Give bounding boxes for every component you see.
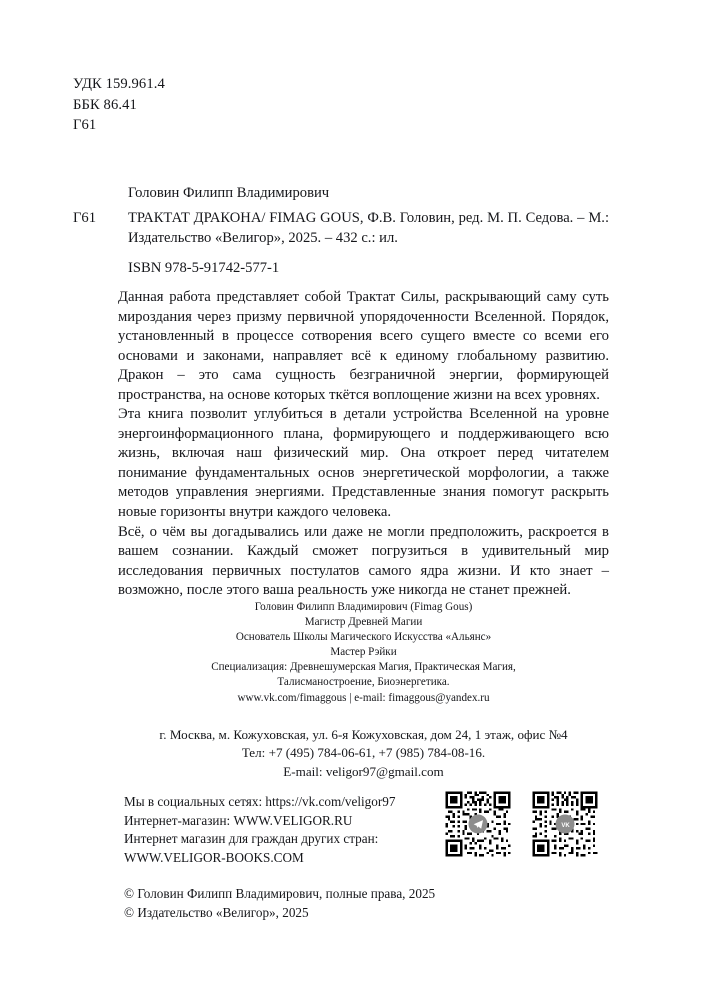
email-line: E-mail: veligor97@gmail.com [283, 763, 444, 779]
credential-line: Основатель Школы Магического Искусства «Альянс» [235, 631, 492, 644]
copyright-publisher: © Издательство «Велигор», 2025 [124, 904, 309, 920]
annotation-paragraph: Всё, о чём вы догадывались или даже не могли предположить, раскроется в вашем сознании. Каждый сможет погрузиться в удивительный мир исследования первичных постулатов самого ядра жизни. И кто знает – возможно, после этого ваша реальность уже никогда не станет прежней. [118, 523, 609, 599]
author-credentials [118, 600, 609, 706]
credential-line: Магистр Древней Магии [304, 616, 423, 629]
international-shop-label: Интернет магазин для граждан других стран: [124, 831, 379, 846]
bibliographic-text: ТРАКТАТ ДРАКОНА/ FIMAG GOUS, Ф.В. Головин, ред. М. П. Седова. – М.: Издательство «Велигор», 2025. – 432 с.: ил. [128, 210, 609, 246]
svg-text:VK: VK [560, 822, 570, 829]
isbn: ISBN 978-5-91742-577-1 [128, 260, 280, 276]
bibliographic-marker: Г61 [73, 210, 97, 226]
social-links-block [124, 793, 395, 867]
credential-line: Талисманостроение, Биоэнергетика. [277, 676, 450, 689]
classification-codes [73, 74, 165, 136]
qr-code-group [443, 789, 601, 861]
address-line: г. Москва, м. Кожуховская, ул. 6-я Кожуховская, дом 24, 1 этаж, офис №4 [159, 727, 568, 742]
credential-line: Головин Филипп Владимирович (Fimag Gous) [254, 601, 473, 613]
bibliographic-record [73, 209, 609, 248]
international-shop-url: WWW.VELIGOR-BOOKS.COM [124, 849, 304, 865]
author-name: Головин Филипп Владимирович [128, 185, 330, 201]
copyright-block [124, 885, 435, 922]
social-network-line: Мы в социальных сетях: https://vk.com/veligor97 [124, 794, 396, 809]
vk-qr-code[interactable] [530, 789, 600, 859]
publisher-address [118, 726, 609, 781]
annotation-text [118, 288, 609, 601]
telegram-qr-code[interactable] [443, 789, 513, 859]
online-shop-line: Интернет-магазин: WWW.VELIGOR.RU [124, 812, 353, 828]
phone-line: Тел: +7 (495) 784-06-61, +7 (985) 784-08-16. [241, 745, 486, 761]
credential-line: Специализация: Древнешумерская Магия, Практическая Магия, [211, 661, 516, 674]
copyright-author: © Головин Филипп Владимирович, полные права, 2025 [124, 886, 436, 901]
catalog-code: Г61 [73, 117, 97, 133]
bbk-code: ББК 86.41 [73, 96, 137, 113]
annotation-paragraph: Данная работа представляет собой Трактат Силы, раскрывающий саму суть мироздания через призму первичной упорядоченности Вселенной. Порядок, установленный в процессе сотворения всего сущего вместе со всеми его основами и законами, направляет всё к единому глобальному развитию. Дракон – это сама сущность безграничной энергии, формирующей пространства, на основе которых ткётся воплощение жизни на всех уровнях. [118, 289, 609, 403]
credential-line: Мастер Рэйки [330, 646, 397, 659]
udk-code: УДК 159.961.4 [73, 76, 165, 92]
author-contact-line: www.vk.com/fimaggous | e-mail: fimaggous@yandex.ru [237, 691, 490, 704]
vk-icon [556, 815, 575, 834]
annotation-paragraph: Эта книга позволит углубиться в детали устройства Вселенной на уровне энергоинформационного плана, формирующего и поддерживающего всю жизнь, включая наш физический мир. Она откроет перед читателем понимание фундаментальных основ энергетической морфологии, а также методов управления энергиями. Представленные знания помогут раскрыть новые горизонты внутри каждого человека. [118, 406, 609, 521]
telegram-icon [469, 815, 488, 834]
